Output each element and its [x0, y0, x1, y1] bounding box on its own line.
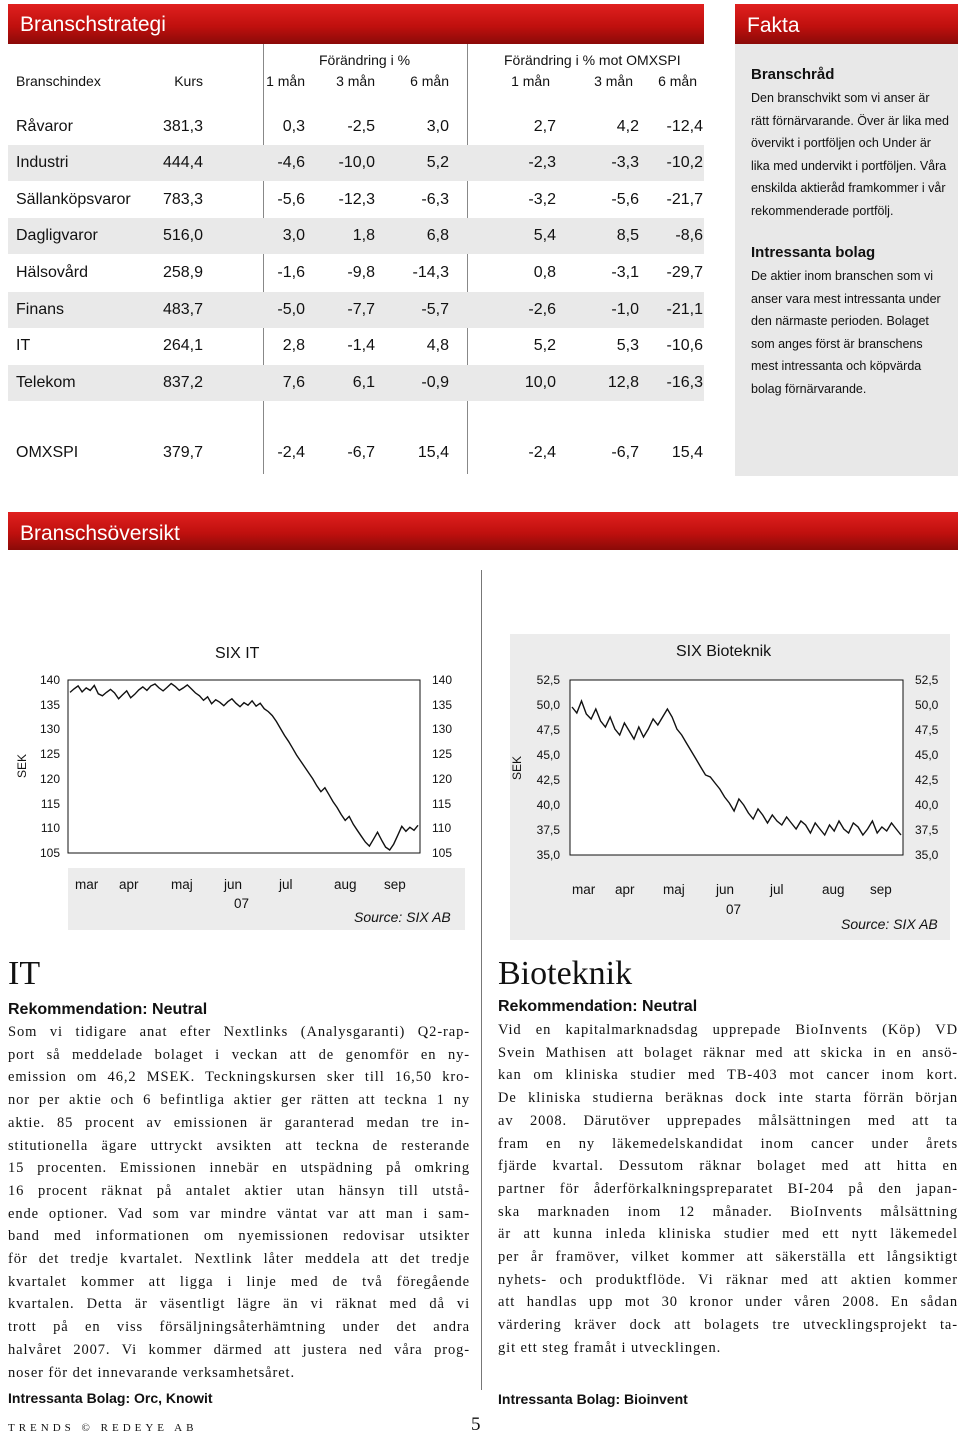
x-tick-label: sep	[384, 877, 406, 892]
table-cell: 444,4	[162, 154, 203, 171]
table-cell: -0,9	[421, 374, 449, 391]
column-header: 6 mån	[410, 73, 449, 89]
y-tick-label: 110	[432, 821, 452, 836]
table-row	[8, 182, 704, 218]
article-line: ende optioner. Vad som var mindre väntat var att man i sam-	[8, 1205, 470, 1222]
table-cell: 4,2	[616, 118, 639, 135]
table-cell: -16,3	[666, 374, 703, 391]
table-cell: -3,3	[611, 154, 639, 171]
fakta-heading-branschrad: Branschråd	[751, 66, 835, 83]
chart-source: Source: SIX AB	[841, 916, 938, 932]
column-header: 3 mån	[336, 73, 375, 89]
branschstrategi-header	[8, 4, 704, 44]
x-tick-label: jul	[279, 877, 293, 892]
article-line: halvåret 2007. Vi kommer därmed att justera ned våra prog-	[8, 1341, 470, 1358]
table-cell: 5,4	[533, 227, 556, 244]
y-tick-label: 42,5	[915, 773, 939, 787]
y-tick-label: 50,0	[536, 698, 560, 712]
footer-trends: TRENDS © REDEYE AB	[8, 1422, 198, 1434]
x-tick-label: jun	[716, 882, 735, 897]
table-cell: -5,0	[277, 301, 305, 318]
y-tick-label: 47,5	[915, 723, 939, 737]
table-cell: 3,0	[426, 118, 449, 135]
article-bio-heading: Bioteknik	[498, 955, 633, 992]
article-line: band med informationen om nyemissionen redovisar utsikter	[8, 1228, 470, 1245]
table-cell: 258,9	[162, 264, 203, 281]
x-tick-label: jun	[224, 877, 243, 892]
table-cell: -5,6	[611, 191, 639, 208]
column-header: Kurs	[174, 73, 203, 89]
y-tick-label: 115	[40, 796, 60, 811]
table-cell: -4,6	[277, 154, 305, 171]
table-cell: 1,8	[352, 227, 375, 244]
table-cell: -6,7	[611, 444, 639, 461]
table-cell: -21,7	[666, 191, 703, 208]
row-label: Råvaror	[16, 118, 73, 135]
table-cell: 15,4	[671, 444, 703, 461]
y-tick-label: 140	[432, 673, 453, 687]
article-it-interesting: Intressanta Bolag: Orc, Knowit	[8, 1390, 213, 1406]
table-cell: 2,8	[282, 337, 305, 354]
article-line: De kliniska studierna beräknas dock inte starta förrän början	[498, 1090, 958, 1107]
y-tick-label: 105	[432, 846, 453, 860]
article-line: trott på en viss försäljningsåterhämtning under det andra	[8, 1319, 470, 1336]
branschstrategi-table	[8, 44, 704, 474]
article-bio-body	[498, 1019, 958, 1360]
row-label: Telekom	[16, 374, 76, 391]
y-tick-label: 110	[40, 821, 60, 836]
fakta-box	[735, 44, 958, 476]
y-tick-label: 35,0	[915, 848, 939, 862]
table-cell: -1,6	[277, 264, 305, 281]
table-cell: 8,5	[616, 227, 639, 244]
table-cell: -10,6	[666, 337, 703, 354]
y-tick-label: 40,0	[915, 798, 939, 812]
y-tick-label: 125	[39, 747, 60, 762]
article-line: git ett steg framåt i utvecklingen.	[498, 1339, 722, 1356]
group-header-vs-omxspi: Förändring i % mot OMXSPI	[504, 52, 681, 68]
branschstrategi-title: Branschstrategi	[20, 13, 166, 36]
y-tick-label: 37,5	[536, 823, 560, 837]
y-tick-label: 130	[39, 722, 60, 737]
x-tick-label: apr	[615, 882, 635, 897]
x-tick-label: maj	[663, 882, 685, 897]
row-label: Dagligvaror	[16, 227, 98, 244]
x-tick-label: mar	[572, 882, 596, 897]
y-tick-label: 105	[39, 846, 60, 860]
table-cell: -8,6	[675, 227, 703, 244]
table-cell: -14,3	[412, 264, 449, 281]
x-tick-label: sep	[870, 882, 892, 897]
table-cell: 0,3	[282, 118, 305, 135]
x-tick-label: jul	[770, 882, 784, 897]
y-tick-label: 45,0	[536, 748, 560, 762]
table-cell: 0,8	[533, 264, 556, 281]
article-line: per år framöver, vilket kommer att säkerställa ett långsiktigt	[498, 1249, 958, 1266]
article-line: kvartalet kommer att ligga i linje med de två föregående	[8, 1273, 470, 1290]
table-cell: 6,1	[352, 374, 375, 391]
article-line: aktie. 85 procent av emissionen är garanterad medan tre in-	[8, 1114, 470, 1131]
table-cell: -3,1	[611, 264, 639, 281]
article-line: fjärde kvartal. Dessutom räknar bolaget med att hitta en	[498, 1158, 958, 1175]
table-cell: -6,3	[421, 191, 449, 208]
y-tick-label: 47,5	[536, 723, 560, 737]
table-cell: -2,4	[528, 444, 556, 461]
table-cell: 10,0	[524, 374, 556, 391]
page-number: 5	[471, 1414, 481, 1435]
article-bio-interesting: Intressanta Bolag: Bioinvent	[498, 1391, 688, 1407]
table-cell: 6,8	[426, 227, 449, 244]
table-cell: 5,2	[426, 154, 449, 171]
table-row	[8, 255, 704, 291]
y-axis-label: SEK	[510, 755, 524, 780]
table-cell: 4,8	[426, 337, 449, 354]
article-line: 16 procent räknat på antalet aktier utan hänsyn till utstå-	[8, 1182, 470, 1199]
table-cell: -10,0	[338, 154, 375, 171]
article-line: kan om kliniska studier med TB-403 mot cancer inom kort.	[498, 1067, 958, 1084]
table-row	[8, 218, 704, 254]
table-row	[8, 109, 704, 145]
table-cell: 381,3	[162, 118, 203, 135]
y-tick-label: 52,5	[536, 673, 560, 687]
article-line: noser för det innevarande verksamhetsåret.	[8, 1364, 296, 1381]
article-line: Svein Mathisen att bolaget räknar med att skicka in en ansö-	[498, 1044, 958, 1061]
table-cell: 483,7	[162, 301, 203, 318]
chart-source: Source: SIX AB	[354, 909, 451, 925]
table-cell: 264,1	[162, 337, 203, 354]
branschoversikt-title: Branschsöversikt	[20, 522, 180, 545]
y-tick-label: 45,0	[915, 748, 939, 762]
table-cell: 516,0	[162, 227, 203, 244]
table-cell: 15,4	[417, 444, 449, 461]
table-cell: 837,2	[162, 374, 203, 391]
table-cell: -2,4	[277, 444, 305, 461]
table-cell: 3,0	[282, 227, 305, 244]
column-header: 1 mån	[511, 73, 550, 89]
table-cell: 5,2	[533, 337, 556, 354]
article-line: 15 procenten. Emissionen innebär en utspädning på omkring	[8, 1160, 470, 1177]
branschoversikt-header	[8, 512, 958, 550]
table-cell: -9,8	[347, 264, 375, 281]
article-line: fram en ny läkemedelskandidat inom cancer under årets	[498, 1135, 958, 1152]
y-tick-label: 52,5	[915, 673, 939, 687]
y-tick-label: 130	[432, 722, 453, 737]
y-tick-label: 37,5	[915, 823, 939, 837]
table-cell: -2,6	[528, 301, 556, 318]
x-tick-label: apr	[119, 877, 139, 892]
article-line: stitutionella ägare uttryckt avsikten att teckna de resterande	[8, 1137, 470, 1154]
chart-title: SIX IT	[215, 645, 260, 662]
article-it-body	[8, 1021, 470, 1384]
article-line: är att kunna inleda kliniska studier med ett nytt läkemedel	[498, 1226, 958, 1243]
y-tick-label: 120	[39, 771, 60, 786]
fakta-title: Fakta	[747, 14, 800, 37]
y-tick-label: 42,5	[536, 773, 560, 787]
article-line: kvartalen. Detta är väsentligt lägre än vi räknat med då vi	[8, 1296, 470, 1313]
row-label: OMXSPI	[16, 444, 79, 461]
plot-area	[570, 680, 903, 855]
y-tick-label: 135	[432, 697, 453, 712]
fakta-text-intressanta: De aktier inom branschen som vi anser vara mest intressanta under den närmaste perioden. Bolaget som anges först är branschens mest intressanta och köpvärda bolag förnärvarande.	[751, 269, 941, 396]
fakta-header	[735, 4, 958, 44]
table-cell: -12,4	[666, 118, 703, 135]
table-row	[8, 292, 704, 328]
table-cell: -5,6	[277, 191, 305, 208]
y-tick-label: 135	[39, 697, 60, 712]
x-tick-label: mar	[75, 877, 99, 892]
article-line: Som vi tidigare anat efter Nextlinks (Analysgaranti) Q2-rap-	[8, 1024, 470, 1040]
group-header-change: Förändring i %	[319, 52, 411, 68]
column-header: 3 mån	[594, 73, 633, 89]
table-row	[8, 435, 704, 471]
table-row	[8, 365, 704, 401]
table-cell: 7,6	[282, 374, 305, 391]
table-cell: -3,2	[528, 191, 556, 208]
plot-frame	[68, 680, 420, 853]
table-cell: -1,4	[347, 337, 375, 354]
article-it-recommendation: Rekommendation: Neutral	[8, 1001, 208, 1018]
article-line: Vid en kapitalmarknadsdag upprepade BioInvents (Köp) VD	[498, 1022, 958, 1038]
fakta-text-branschrad: Den branschvikt som vi anser är rätt förnärvarande. Över är lika med övervikt i portföljen och Under är lika med undervikt i portföljen. Våra enskilda aktieråd framkommer i vår rekommenderade portfölj.	[751, 91, 949, 218]
table-cell: 12,8	[607, 374, 639, 391]
row-label: Sällanköpsvaror	[16, 191, 131, 208]
table-cell: -12,3	[338, 191, 375, 208]
table-cell: -5,7	[421, 301, 449, 318]
article-line: av 2008. Därutöver upprepades målsättningen med att ta	[498, 1112, 958, 1129]
table-cell: -2,3	[528, 154, 556, 171]
y-tick-label: 50,0	[915, 698, 939, 712]
table-cell: -1,0	[611, 301, 639, 318]
table-row	[8, 328, 704, 364]
y-tick-label: 140	[39, 673, 60, 687]
article-line: för det tredje kvartalet. Nextlink låter meddela att det tredje	[8, 1251, 470, 1268]
row-label: Finans	[16, 301, 65, 318]
x-tick-label: maj	[171, 877, 193, 892]
table-row	[8, 145, 704, 181]
column-header: 6 mån	[658, 73, 697, 89]
row-label: Industri	[16, 154, 69, 171]
table-cell: 5,3	[616, 337, 639, 354]
x-tick-label: aug	[822, 882, 845, 897]
table-cell: -29,7	[666, 264, 703, 281]
table-cell: 2,7	[533, 118, 556, 135]
article-line: port så meddelade bolaget i veckan att de genomför en ny-	[8, 1046, 470, 1063]
y-tick-label: 115	[432, 796, 452, 811]
article-line: värdering kräver dock att bolagets tre utvecklingsprojekt ta-	[498, 1317, 958, 1334]
x-year-label: 07	[234, 896, 250, 911]
row-label: Hälsovård	[16, 264, 89, 281]
fakta-heading-intressanta: Intressanta bolag	[751, 244, 876, 261]
y-tick-label: 120	[432, 771, 453, 786]
y-axis-label: SEK	[15, 753, 29, 778]
article-line: ska marknaden inom 12 månader. BioInvents målsättning	[498, 1203, 958, 1220]
y-tick-label: 40,0	[536, 798, 560, 812]
x-tick-label: aug	[334, 877, 357, 892]
table-cell: -10,2	[666, 154, 703, 171]
article-line: att handlas upp mot 30 kronor under våren 2008. En sådan	[498, 1294, 958, 1311]
table-cell: -6,7	[347, 444, 375, 461]
plot-area	[68, 680, 420, 853]
center-divider	[481, 570, 482, 1390]
table-cell: -2,5	[347, 118, 375, 135]
column-header: Branschindex	[16, 73, 101, 89]
table-cell: 379,7	[162, 444, 203, 461]
article-line: partner för åderförkalkningspreparatet BI-204 på den japan-	[498, 1180, 958, 1197]
y-tick-label: 125	[432, 747, 453, 762]
article-bio-recommendation: Rekommendation: Neutral	[498, 998, 698, 1015]
y-tick-label: 35,0	[536, 848, 560, 862]
article-it-heading: IT	[8, 955, 41, 992]
column-header: 1 mån	[266, 73, 305, 89]
table-cell: -21,1	[666, 301, 703, 318]
article-line: emission om 46,2 MSEK. Teckningskursen sker till 16,50 kro-	[8, 1069, 470, 1086]
row-label: IT	[16, 337, 31, 354]
x-year-label: 07	[726, 902, 742, 917]
plot-frame	[570, 680, 903, 855]
table-cell: -7,7	[347, 301, 375, 318]
table-cell: 783,3	[162, 191, 203, 208]
chart-title: SIX Bioteknik	[676, 643, 772, 660]
article-line: nor per aktie och 6 befintliga aktier ger rätten att teckna 1 ny	[8, 1092, 470, 1109]
article-line: nyhets- och produktflöde. Vi räknar med att aktien kommer	[498, 1271, 958, 1288]
